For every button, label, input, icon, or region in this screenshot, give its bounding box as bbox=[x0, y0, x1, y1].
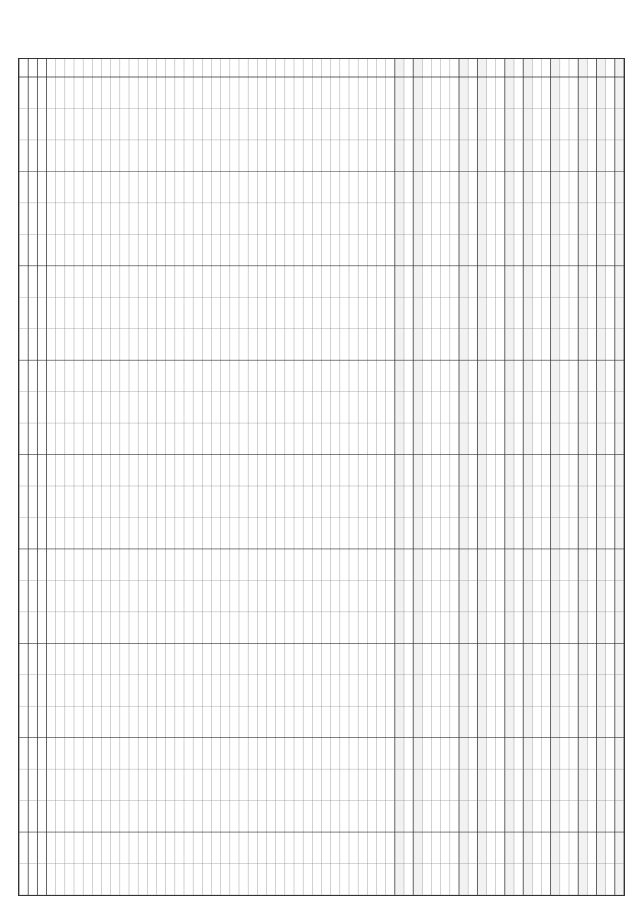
section-row-band bbox=[477, 59, 486, 895]
section-row-band bbox=[597, 59, 606, 895]
section-row-band bbox=[615, 59, 624, 895]
section-row-band bbox=[413, 59, 422, 895]
section-row-band bbox=[523, 59, 532, 895]
register-table bbox=[18, 58, 625, 896]
section-row-band bbox=[551, 59, 560, 895]
section-row-band bbox=[505, 59, 514, 895]
register-grid bbox=[19, 59, 624, 895]
section-row-band bbox=[578, 59, 587, 895]
section-row-band bbox=[459, 59, 468, 895]
corner-note bbox=[567, 28, 627, 52]
section-row-band bbox=[395, 59, 404, 895]
